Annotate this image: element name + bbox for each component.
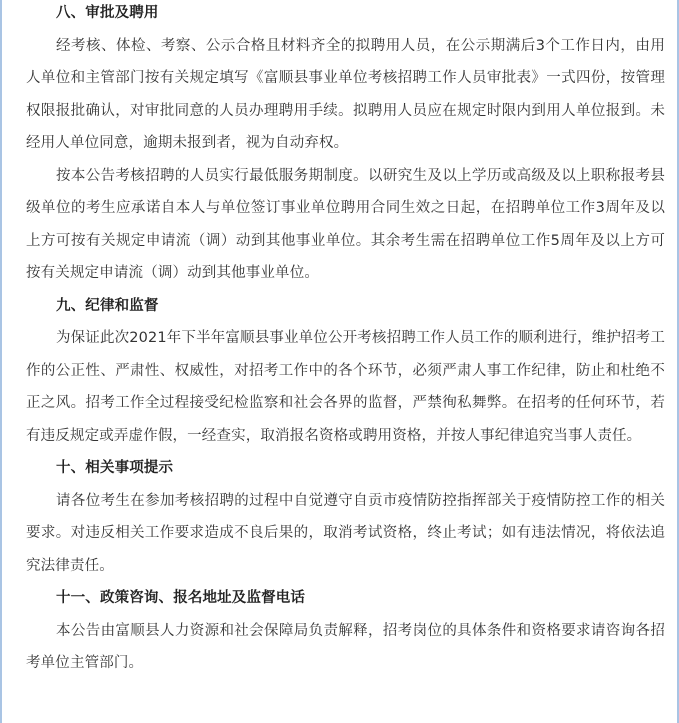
section-title-approval: 八、审批及聘用	[56, 5, 159, 21]
section-title-notice: 十、相关事项提示	[56, 460, 174, 476]
section-title-discipline: 九、纪律和监督	[56, 297, 159, 314]
paragraph-approval-2: 按本公告考核招聘的人员实行最低服务期制度。以研究生及以上学历或高级及以上职称报考县级单位的考生应承诺自本人与单位签订事业单位聘用合同生效之日起，在招聘单位工作3周年及以上方可按有关规定申请流（调）动到其他事业单位。其余考生需在招聘单位工作5周年及以上方可按有关规定申请流（调）动到其他事业单位。	[26, 167, 665, 281]
document-body	[2, 0, 677, 680]
paragraph-discipline-1: 为保证此次2021年下半年富顺县事业单位公开考核招聘工作人员工作的顺利进行，维护招考工作的公正性、严肃性、权威性，对招考工作中的各个环节，必须严肃人事工作纪律，防止和杜绝不正之风。招考工作全过程接受纪检监察和社会各界的监督，严禁徇私舞弊。在招考的任何环节，若有违反规定或弄虚作假，一经查实，取消报名资格或聘用资格，并按人事纪律追究当事人责任。	[26, 330, 665, 444]
section-title-consultation: 十一、政策咨询、报名地址及监督电话	[56, 590, 306, 606]
paragraph-approval-1: 经考核、体检、考察、公示合格且材料齐全的拟聘用人员，在公示期满后3个工作日内，由用人单位和主管部门按有关规定填写《富顺县事业单位考核招聘工作人员审批表》一式四份，按管理权限报批确认，对审批同意的人员办理聘用手续。拟聘用人员应在规定时限内到用人单位报到。未经用人单位同意，逾期未报到者，视为自动弃权。	[26, 37, 665, 151]
paragraph-consultation-1: 本公告由富顺县人力资源和社会保障局负责解释，招考岗位的具体条件和资格要求请咨询各招考单位主管部门。	[26, 622, 665, 671]
paragraph-notice-1: 请各位考生在参加考核招聘的过程中自觉遵守自贡市疫情防控指挥部关于疫情防控工作的相关要求。对违反相关工作要求造成不良后果的，取消考试资格，终止考试；如有违法情况，将依法追究法律责任。	[26, 492, 665, 574]
